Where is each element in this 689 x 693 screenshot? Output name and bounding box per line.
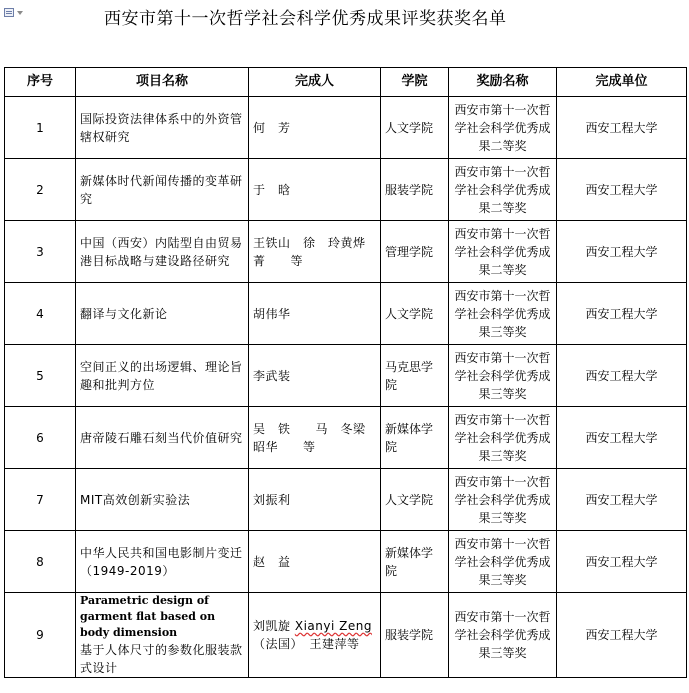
cell-author: 胡伟华: [249, 283, 381, 345]
cell-unit: 西安工程大学: [557, 593, 687, 678]
awards-table: [4, 67, 687, 678]
cell-project: 翻译与文化新论: [76, 283, 249, 345]
cell-project: 中国（西安）内陆型自由贸易港目标战略与建设路径研究: [76, 221, 249, 283]
cell-award: 西安市第十一次哲学社会科学优秀成果三等奖: [449, 345, 557, 407]
table-row: [5, 593, 687, 678]
cell-author: 赵 益: [249, 531, 381, 593]
cell-school: 人文学院: [381, 469, 449, 531]
cell-unit: 西安工程大学: [557, 345, 687, 407]
project-title-en: Parametric design of garment flat based on body dimension: [80, 594, 216, 639]
cell-unit: 西安工程大学: [557, 283, 687, 345]
cell-no: 7: [5, 469, 76, 531]
chevron-down-icon[interactable]: [17, 11, 23, 15]
cell-school: 马克思学院: [381, 345, 449, 407]
author-rest: （法国） 王建萍等: [253, 637, 360, 651]
cell-project: 空间正义的出场逻辑、理论旨趣和批判方位: [76, 345, 249, 407]
table-row: [5, 283, 687, 345]
cell-no: 9: [5, 593, 76, 678]
table-row: [5, 469, 687, 531]
cell-unit: 西安工程大学: [557, 159, 687, 221]
cell-award: 西安市第十一次哲学社会科学优秀成果二等奖: [449, 221, 557, 283]
cell-project: 唐帝陵石雕石刻当代价值研究: [76, 407, 249, 469]
cell-school: 人文学院: [381, 97, 449, 159]
cell-no: 2: [5, 159, 76, 221]
cell-project: 中华人民共和国电影制片变迁（1949-2019）: [76, 531, 249, 593]
header-no: 序号: [5, 68, 76, 97]
table-row: [5, 159, 687, 221]
cell-no: 3: [5, 221, 76, 283]
cell-unit: 西安工程大学: [557, 221, 687, 283]
cell-award: 西安市第十一次哲学社会科学优秀成果三等奖: [449, 283, 557, 345]
cell-award: 西安市第十一次哲学社会科学优秀成果三等奖: [449, 531, 557, 593]
table-row: [5, 407, 687, 469]
cell-award: 西安市第十一次哲学社会科学优秀成果三等奖: [449, 593, 557, 678]
cell-author: 何 芳: [249, 97, 381, 159]
cell-project: 新媒体时代新闻传播的变革研究: [76, 159, 249, 221]
cell-school: 新媒体学院: [381, 407, 449, 469]
cell-unit: 西安工程大学: [557, 469, 687, 531]
table-row: [5, 531, 687, 593]
table-row: [5, 345, 687, 407]
author-cn: 刘凯旋: [253, 619, 291, 633]
cell-award: 西安市第十一次哲学社会科学优秀成果二等奖: [449, 159, 557, 221]
table-header-row: [5, 68, 687, 97]
cell-author: 于 晗: [249, 159, 381, 221]
header-award: 奖励名称: [449, 68, 557, 97]
cell-author: 刘振利: [249, 469, 381, 531]
cell-no: 1: [5, 97, 76, 159]
cell-no: 4: [5, 283, 76, 345]
cell-project: [76, 593, 249, 678]
author-en: Xianyi Zeng: [294, 619, 372, 633]
paragraph-icon[interactable]: [4, 8, 14, 17]
table-row: [5, 97, 687, 159]
cell-award: 西安市第十一次哲学社会科学优秀成果三等奖: [449, 407, 557, 469]
cell-unit: 西安工程大学: [557, 97, 687, 159]
document-title: 西安市第十一次哲学社会科学优秀成果评奖获奖名单: [104, 9, 507, 29]
cell-author: 吴 铁 马 冬梁昭华 等: [249, 407, 381, 469]
cell-no: 8: [5, 531, 76, 593]
cell-author: 李武装: [249, 345, 381, 407]
cell-school: 新媒体学院: [381, 531, 449, 593]
cell-award: 西安市第十一次哲学社会科学优秀成果二等奖: [449, 97, 557, 159]
cell-author: 王铁山 徐 玲黄烨菁 等: [249, 221, 381, 283]
project-title-cn: 基于人体尺寸的参数化服装款式设计: [80, 643, 243, 675]
header-unit: 完成单位: [557, 68, 687, 97]
header-school: 学院: [381, 68, 449, 97]
header-author: 完成人: [249, 68, 381, 97]
cell-award: 西安市第十一次哲学社会科学优秀成果三等奖: [449, 469, 557, 531]
header-project: 项目名称: [76, 68, 249, 97]
table-row: [5, 221, 687, 283]
cell-project: MIT高效创新实验法: [76, 469, 249, 531]
cell-unit: 西安工程大学: [557, 531, 687, 593]
cell-project: 国际投资法律体系中的外资管辖权研究: [76, 97, 249, 159]
cell-no: 6: [5, 407, 76, 469]
cell-unit: 西安工程大学: [557, 407, 687, 469]
cell-school: 服装学院: [381, 593, 449, 678]
cell-school: 管理学院: [381, 221, 449, 283]
cell-school: 人文学院: [381, 283, 449, 345]
cell-author: [249, 593, 381, 678]
cell-no: 5: [5, 345, 76, 407]
cell-school: 服装学院: [381, 159, 449, 221]
